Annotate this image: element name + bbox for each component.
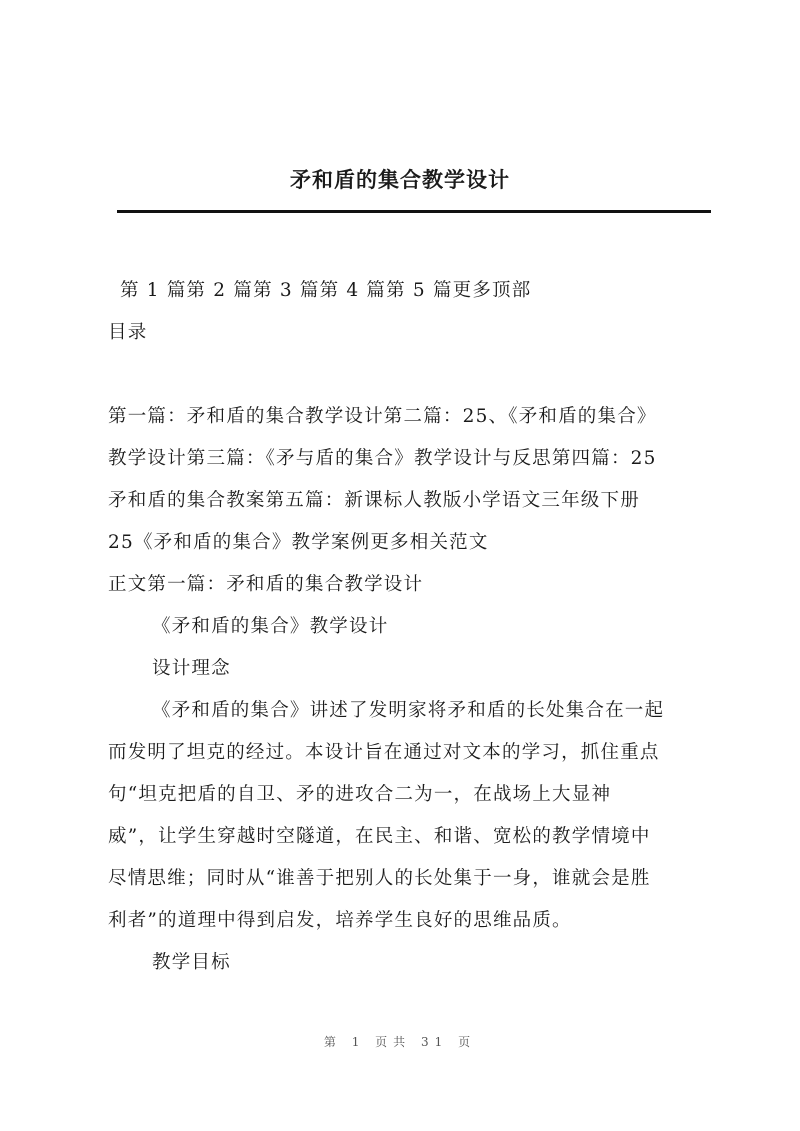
- title-underline: [117, 210, 711, 213]
- paragraph-line: 威”，让学生穿越时空隧道，在民主、和谐、宽松的教学情境中: [108, 826, 651, 847]
- toc-line: 25《矛和盾的集合》教学案例更多相关范文: [108, 532, 489, 553]
- document-title: 矛和盾的集合教学设计: [290, 167, 510, 192]
- paragraph-line: 句“坦克把盾的自卫、矛的进攻合二为一，在战场上大显神: [108, 784, 612, 805]
- paragraph-line: 利者”的道理中得到启发，培养学生良好的思维品质。: [108, 910, 572, 931]
- section-heading-teaching-goals: 教学目标: [152, 952, 231, 973]
- chapter-nav-links[interactable]: 第 1 篇第 2 篇第 3 篇第 4 篇第 5 篇更多顶部: [120, 280, 532, 301]
- body-heading: 正文第一篇：矛和盾的集合教学设计: [108, 574, 424, 595]
- page-footer: 第 1 页共 31 页: [323, 1035, 477, 1049]
- subtitle: 《矛和盾的集合》教学设计: [152, 616, 389, 637]
- toc-label: 目录: [108, 322, 148, 343]
- toc-line: 第一篇：矛和盾的集合教学设计第二篇：25、《矛和盾的集合》: [108, 406, 657, 427]
- paragraph-line: 尽情思维；同时从“谁善于把别人的长处集于一身，谁就会是胜: [108, 868, 651, 889]
- section-heading-design-concept: 设计理念: [152, 658, 231, 679]
- toc-line: 教学设计第三篇：《矛与盾的集合》教学设计与反思第四篇：25: [108, 448, 657, 469]
- paragraph-line: 《矛和盾的集合》讲述了发明家将矛和盾的长处集合在一起: [152, 700, 665, 721]
- toc-line: 矛和盾的集合教案第五篇：新课标人教版小学语文三年级下册: [108, 490, 640, 511]
- paragraph-line: 而发明了坦克的经过。本设计旨在通过对文本的学习，抓住重点: [108, 742, 660, 763]
